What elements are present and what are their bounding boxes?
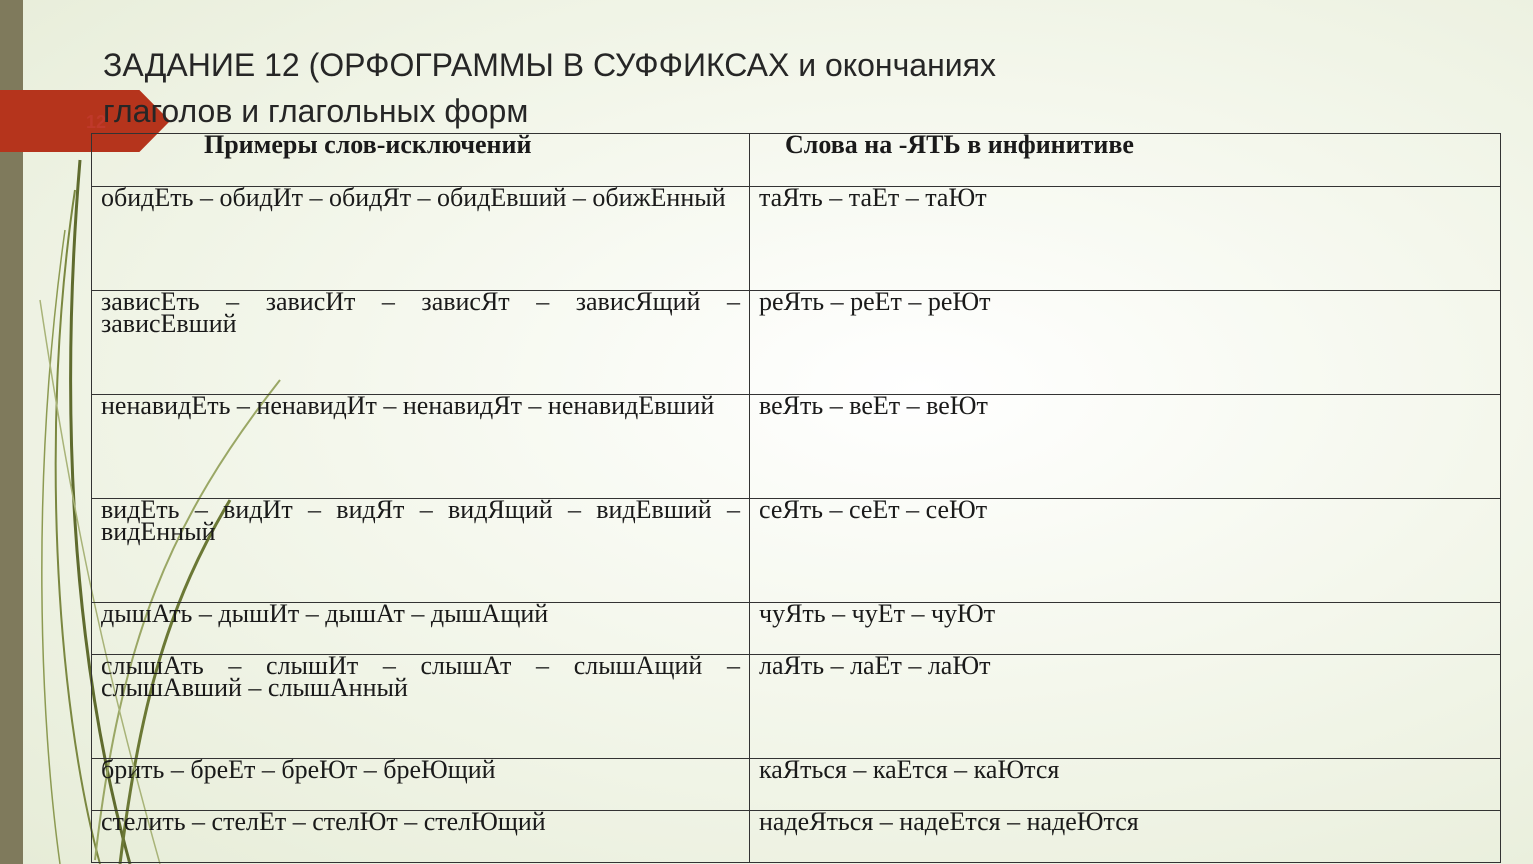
table-row xyxy=(92,603,1501,655)
row-6-exceptions: слышАть – слышИт – слышАт – слышАщий – слышАвший – слышАнный xyxy=(92,655,750,759)
row-8-yat-verbs: надеЯться – надеЕтся – надеЮтся xyxy=(750,811,1501,863)
header-cell-exceptions: Примеры слов-исключений xyxy=(92,134,750,187)
row-4-exceptions: видЕть – видИт – видЯт – видЯщий – видЕвший – видЕнный xyxy=(92,499,750,603)
row-4-yat-verbs: сеЯть – сеЕт – сеЮт xyxy=(750,499,1501,603)
row-7-yat-verbs: каЯться – каЕтся – каЮтся xyxy=(750,759,1501,811)
row-3-yat-verbs: веЯть – веЕт – веЮт xyxy=(750,395,1501,499)
table-row xyxy=(92,499,1501,603)
row-6-yat-verbs: лаЯть – лаЕт – лаЮт xyxy=(750,655,1501,759)
title-line-1: ЗАДАНИЕ 12 (ОРФОГРАММЫ В СУФФИКСАХ и окончаниях xyxy=(103,47,996,83)
row-5-exceptions: дышАть – дышИт – дышАт – дышАщий xyxy=(92,603,750,655)
row-8-exceptions: стелить – стелЕт – стелЮт – стелЮщий xyxy=(92,811,750,863)
table-row xyxy=(92,759,1501,811)
slide-title xyxy=(103,42,1103,134)
row-5-yat-verbs: чуЯть – чуЕт – чуЮт xyxy=(750,603,1501,655)
table-header-row xyxy=(92,134,1501,187)
slide-number: 12 xyxy=(86,112,107,132)
table-row xyxy=(92,291,1501,395)
row-3-exceptions: ненавидЕть – ненавидИт – ненавидЯт – ненавидЕвший xyxy=(92,395,750,499)
exceptions-table xyxy=(91,130,1501,863)
title-line-2: глаголов и глагольных форм xyxy=(103,93,529,129)
row-1-yat-verbs: таЯть – таЕт – таЮт xyxy=(750,187,1501,291)
table-row xyxy=(92,655,1501,759)
table-row xyxy=(92,187,1501,291)
header-cell-yat-verbs: Слова на -ЯТЬ в инфинитиве xyxy=(750,134,1501,187)
row-2-yat-verbs: реЯть – реЕт – реЮт xyxy=(750,291,1501,395)
table-row xyxy=(92,811,1501,863)
row-7-exceptions: брить – бреЕт – бреЮт – бреЮщий xyxy=(92,759,750,811)
row-1-exceptions: обидЕть – обидИт – обидЯт – обидЕвший – обижЕнный xyxy=(92,187,750,291)
row-2-exceptions: зависЕть – зависИт – зависЯт – зависЯщий – зависЕвший xyxy=(92,291,750,395)
table-row xyxy=(92,395,1501,499)
